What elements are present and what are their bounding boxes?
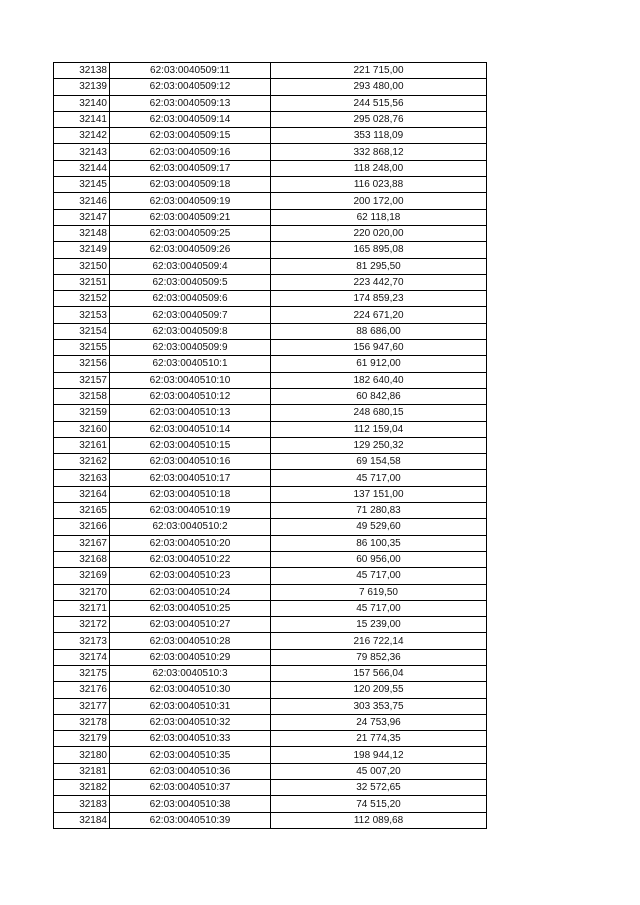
value-cell: 118 248,00 [271, 160, 487, 176]
row-number-cell: 32141 [54, 111, 110, 127]
table-row [54, 79, 487, 95]
table-row [54, 242, 487, 258]
value-cell: 129 250,32 [271, 437, 487, 453]
table-row [54, 551, 487, 567]
value-cell: 45 007,20 [271, 763, 487, 779]
table-row [54, 63, 487, 79]
cadastral-number-cell: 62:03:0040509:17 [110, 160, 271, 176]
table-row [54, 388, 487, 404]
row-number-cell: 32172 [54, 617, 110, 633]
cadastral-number-cell: 62:03:0040509:14 [110, 111, 271, 127]
value-cell: 81 295,50 [271, 258, 487, 274]
cadastral-number-cell: 62:03:0040509:19 [110, 193, 271, 209]
table-row [54, 209, 487, 225]
table-row [54, 274, 487, 290]
table-row [54, 584, 487, 600]
cadastral-number-cell: 62:03:0040510:28 [110, 633, 271, 649]
row-number-cell: 32161 [54, 437, 110, 453]
row-number-cell: 32180 [54, 747, 110, 763]
row-number-cell: 32169 [54, 568, 110, 584]
value-cell: 293 480,00 [271, 79, 487, 95]
value-cell: 198 944,12 [271, 747, 487, 763]
value-cell: 221 715,00 [271, 63, 487, 79]
cadastral-number-cell: 62:03:0040510:38 [110, 796, 271, 812]
row-number-cell: 32168 [54, 551, 110, 567]
row-number-cell: 32142 [54, 128, 110, 144]
table-row [54, 160, 487, 176]
cadastral-number-cell: 62:03:0040510:17 [110, 470, 271, 486]
value-cell: 156 947,60 [271, 340, 487, 356]
cadastral-number-cell: 62:03:0040510:15 [110, 437, 271, 453]
row-number-cell: 32140 [54, 95, 110, 111]
table-row [54, 421, 487, 437]
row-number-cell: 32174 [54, 649, 110, 665]
cadastral-number-cell: 62:03:0040510:29 [110, 649, 271, 665]
table-row [54, 95, 487, 111]
value-cell: 220 020,00 [271, 225, 487, 241]
row-number-cell: 32138 [54, 63, 110, 79]
value-cell: 165 895,08 [271, 242, 487, 258]
row-number-cell: 32182 [54, 780, 110, 796]
value-cell: 45 717,00 [271, 600, 487, 616]
value-cell: 137 151,00 [271, 486, 487, 502]
table-row [54, 698, 487, 714]
value-cell: 216 722,14 [271, 633, 487, 649]
table-row [54, 177, 487, 193]
table-row [54, 128, 487, 144]
value-cell: 224 671,20 [271, 307, 487, 323]
cadastral-number-cell: 62:03:0040510:10 [110, 372, 271, 388]
table-row [54, 258, 487, 274]
row-number-cell: 32171 [54, 600, 110, 616]
value-cell: 71 280,83 [271, 503, 487, 519]
cadastral-number-cell: 62:03:0040509:6 [110, 291, 271, 307]
cadastral-number-cell: 62:03:0040509:7 [110, 307, 271, 323]
table-row [54, 225, 487, 241]
cadastral-number-cell: 62:03:0040510:27 [110, 617, 271, 633]
value-cell: 86 100,35 [271, 535, 487, 551]
table-row [54, 486, 487, 502]
row-number-cell: 32150 [54, 258, 110, 274]
value-cell: 24 753,96 [271, 714, 487, 730]
row-number-cell: 32184 [54, 812, 110, 828]
table-body [54, 63, 487, 829]
value-cell: 60 956,00 [271, 551, 487, 567]
row-number-cell: 32147 [54, 209, 110, 225]
row-number-cell: 32158 [54, 388, 110, 404]
table-row [54, 682, 487, 698]
row-number-cell: 32177 [54, 698, 110, 714]
row-number-cell: 32181 [54, 763, 110, 779]
row-number-cell: 32183 [54, 796, 110, 812]
table-row [54, 665, 487, 681]
row-number-cell: 32139 [54, 79, 110, 95]
cadastral-number-cell: 62:03:0040510:37 [110, 780, 271, 796]
row-number-cell: 32157 [54, 372, 110, 388]
cadastral-number-cell: 62:03:0040510:2 [110, 519, 271, 535]
cadastral-number-cell: 62:03:0040510:20 [110, 535, 271, 551]
table-row [54, 763, 487, 779]
row-number-cell: 32145 [54, 177, 110, 193]
cadastral-number-cell: 62:03:0040510:33 [110, 731, 271, 747]
row-number-cell: 32149 [54, 242, 110, 258]
value-cell: 69 154,58 [271, 454, 487, 470]
value-cell: 21 774,35 [271, 731, 487, 747]
cadastral-number-cell: 62:03:0040510:19 [110, 503, 271, 519]
value-cell: 157 566,04 [271, 665, 487, 681]
cadastral-number-cell: 62:03:0040509:21 [110, 209, 271, 225]
value-cell: 303 353,75 [271, 698, 487, 714]
cadastral-number-cell: 62:03:0040509:18 [110, 177, 271, 193]
cadastral-number-cell: 62:03:0040510:35 [110, 747, 271, 763]
cadastral-number-cell: 62:03:0040509:25 [110, 225, 271, 241]
value-cell: 244 515,56 [271, 95, 487, 111]
cadastral-number-cell: 62:03:0040509:9 [110, 340, 271, 356]
table-row [54, 454, 487, 470]
cadastral-number-cell: 62:03:0040509:16 [110, 144, 271, 160]
value-cell: 61 912,00 [271, 356, 487, 372]
table-row [54, 356, 487, 372]
value-cell: 7 619,50 [271, 584, 487, 600]
cadastral-number-cell: 62:03:0040510:31 [110, 698, 271, 714]
value-cell: 353 118,09 [271, 128, 487, 144]
cadastral-number-cell: 62:03:0040510:30 [110, 682, 271, 698]
value-cell: 62 118,18 [271, 209, 487, 225]
value-cell: 45 717,00 [271, 568, 487, 584]
table-row [54, 291, 487, 307]
table-row [54, 796, 487, 812]
value-cell: 79 852,36 [271, 649, 487, 665]
table-row [54, 307, 487, 323]
table-row [54, 568, 487, 584]
cadastral-number-cell: 62:03:0040510:14 [110, 421, 271, 437]
table-row [54, 747, 487, 763]
table-row [54, 649, 487, 665]
row-number-cell: 32144 [54, 160, 110, 176]
value-cell: 332 868,12 [271, 144, 487, 160]
cadastral-number-cell: 62:03:0040509:12 [110, 79, 271, 95]
table-row [54, 519, 487, 535]
table-row [54, 535, 487, 551]
value-cell: 49 529,60 [271, 519, 487, 535]
row-number-cell: 32159 [54, 405, 110, 421]
value-cell: 45 717,00 [271, 470, 487, 486]
row-number-cell: 32165 [54, 503, 110, 519]
table-row [54, 780, 487, 796]
table-row [54, 340, 487, 356]
value-cell: 116 023,88 [271, 177, 487, 193]
cadastral-number-cell: 62:03:0040509:26 [110, 242, 271, 258]
row-number-cell: 32175 [54, 665, 110, 681]
value-cell: 60 842,86 [271, 388, 487, 404]
cadastral-number-cell: 62:03:0040510:39 [110, 812, 271, 828]
value-cell: 200 172,00 [271, 193, 487, 209]
table-row [54, 323, 487, 339]
row-number-cell: 32167 [54, 535, 110, 551]
table-row [54, 437, 487, 453]
cadastral-number-cell: 62:03:0040509:5 [110, 274, 271, 290]
row-number-cell: 32151 [54, 274, 110, 290]
table-row [54, 731, 487, 747]
cadastral-number-cell: 62:03:0040510:18 [110, 486, 271, 502]
cadastral-number-cell: 62:03:0040510:22 [110, 551, 271, 567]
row-number-cell: 32173 [54, 633, 110, 649]
cadastral-number-cell: 62:03:0040510:36 [110, 763, 271, 779]
value-cell: 223 442,70 [271, 274, 487, 290]
value-cell: 174 859,23 [271, 291, 487, 307]
row-number-cell: 32155 [54, 340, 110, 356]
cadastral-number-cell: 62:03:0040509:15 [110, 128, 271, 144]
row-number-cell: 32164 [54, 486, 110, 502]
row-number-cell: 32166 [54, 519, 110, 535]
row-number-cell: 32162 [54, 454, 110, 470]
row-number-cell: 32156 [54, 356, 110, 372]
value-cell: 88 686,00 [271, 323, 487, 339]
row-number-cell: 32178 [54, 714, 110, 730]
row-number-cell: 32153 [54, 307, 110, 323]
table-row [54, 193, 487, 209]
value-cell: 112 089,68 [271, 812, 487, 828]
value-cell: 32 572,65 [271, 780, 487, 796]
row-number-cell: 32143 [54, 144, 110, 160]
row-number-cell: 32146 [54, 193, 110, 209]
cadastral-number-cell: 62:03:0040509:11 [110, 63, 271, 79]
table-row [54, 617, 487, 633]
cadastral-number-cell: 62:03:0040509:8 [110, 323, 271, 339]
cadastral-number-cell: 62:03:0040510:13 [110, 405, 271, 421]
table-row [54, 633, 487, 649]
cadastral-number-cell: 62:03:0040509:4 [110, 258, 271, 274]
table-row [54, 503, 487, 519]
table-row [54, 111, 487, 127]
table-row [54, 470, 487, 486]
table-row [54, 714, 487, 730]
table-row [54, 405, 487, 421]
cadastral-number-cell: 62:03:0040510:1 [110, 356, 271, 372]
data-table [53, 62, 487, 829]
value-cell: 74 515,20 [271, 796, 487, 812]
value-cell: 112 159,04 [271, 421, 487, 437]
row-number-cell: 32160 [54, 421, 110, 437]
cadastral-number-cell: 62:03:0040510:16 [110, 454, 271, 470]
value-cell: 182 640,40 [271, 372, 487, 388]
value-cell: 295 028,76 [271, 111, 487, 127]
row-number-cell: 32163 [54, 470, 110, 486]
table-row [54, 812, 487, 828]
row-number-cell: 32148 [54, 225, 110, 241]
row-number-cell: 32152 [54, 291, 110, 307]
row-number-cell: 32179 [54, 731, 110, 747]
cadastral-number-cell: 62:03:0040510:24 [110, 584, 271, 600]
row-number-cell: 32154 [54, 323, 110, 339]
table-row [54, 600, 487, 616]
table-row [54, 372, 487, 388]
value-cell: 248 680,15 [271, 405, 487, 421]
row-number-cell: 32176 [54, 682, 110, 698]
table-row [54, 144, 487, 160]
value-cell: 15 239,00 [271, 617, 487, 633]
cadastral-number-cell: 62:03:0040509:13 [110, 95, 271, 111]
row-number-cell: 32170 [54, 584, 110, 600]
value-cell: 120 209,55 [271, 682, 487, 698]
cadastral-number-cell: 62:03:0040510:12 [110, 388, 271, 404]
cadastral-number-cell: 62:03:0040510:23 [110, 568, 271, 584]
cadastral-number-cell: 62:03:0040510:3 [110, 665, 271, 681]
cadastral-number-cell: 62:03:0040510:32 [110, 714, 271, 730]
cadastral-number-cell: 62:03:0040510:25 [110, 600, 271, 616]
